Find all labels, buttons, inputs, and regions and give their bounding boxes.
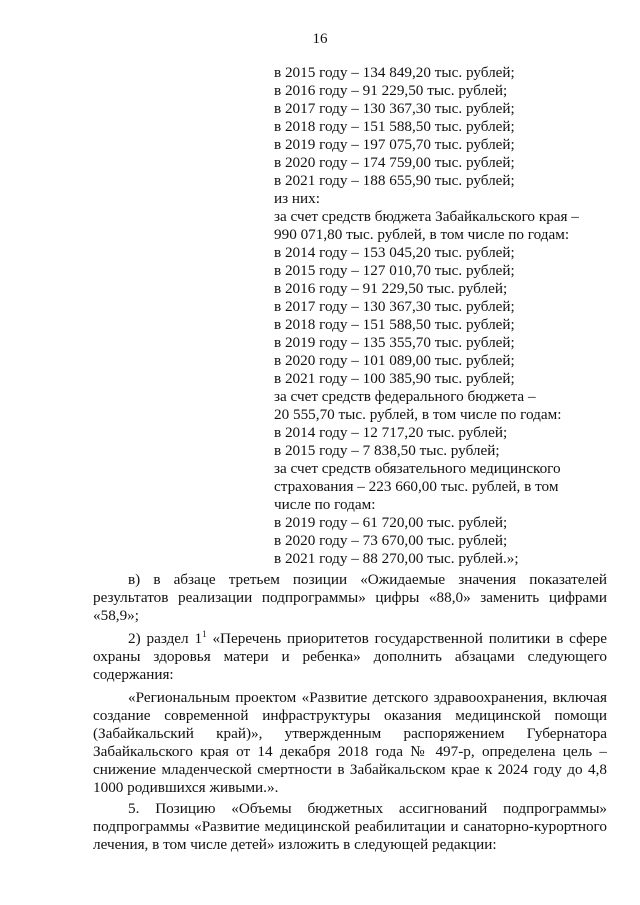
funding-line: из них:: [274, 190, 320, 207]
quote-line: 1000 родившихся живыми.».: [93, 779, 279, 796]
funding-line: в 2020 году – 101 089,00 тыс. рублей;: [274, 352, 515, 369]
paragraph-v-line: результатов реализации подпрограммы» цифры «88,0» заменить цифрами: [93, 589, 607, 606]
funding-line: в 2020 году – 174 759,00 тыс. рублей;: [274, 154, 515, 171]
paragraph-5-line: подпрограммы «Развитие медицинской реабилитации и санаторно-курортного: [93, 818, 607, 835]
funding-line: в 2019 году – 135 355,70 тыс. рублей;: [274, 334, 515, 351]
funding-line: в 2021 году – 188 655,90 тыс. рублей;: [274, 172, 515, 189]
paragraph-v-line: в) в абзаце третьем позиции «Ожидаемые значения показателей: [128, 571, 607, 588]
funding-line: в 2018 году – 151 588,50 тыс. рублей;: [274, 118, 515, 135]
funding-line: в 2015 году – 127 010,70 тыс. рублей;: [274, 262, 515, 279]
superscript: 1: [202, 630, 207, 639]
funding-line: числе по годам:: [274, 496, 376, 513]
funding-line: в 2017 году – 130 367,30 тыс. рублей;: [274, 100, 515, 117]
funding-line: в 2021 году – 100 385,90 тыс. рублей;: [274, 370, 515, 387]
funding-line: в 2014 году – 153 045,20 тыс. рублей;: [274, 244, 515, 261]
funding-line: в 2021 году – 88 270,00 тыс. рублей.»;: [274, 550, 519, 567]
funding-line: за счет средств обязательного медицинского: [274, 460, 561, 477]
paragraph-5-line: лечения, в том числе детей» изложить в следующей редакции:: [93, 836, 497, 853]
paragraph-2-line: охраны здоровья матери и ребенка» дополнить абзацами следующего: [93, 648, 607, 665]
funding-line: в 2017 году – 130 367,30 тыс. рублей;: [274, 298, 515, 315]
quote-line: создание современной инфраструктуры оказания медицинской помощи: [93, 707, 607, 724]
funding-line: за счет средств федерального бюджета –: [274, 388, 536, 405]
funding-line: за счет средств бюджета Забайкальского края –: [274, 208, 579, 225]
paragraph-2-line: 2) раздел $1^1$ «Перечень приоритетов государственной политики в сфере: [128, 630, 607, 647]
quote-line: «Региональным проектом «Развитие детского здравоохранения, включая: [128, 689, 607, 706]
paragraph-2-line: содержания:: [93, 666, 174, 683]
funding-line: в 2016 году – 91 229,50 тыс. рублей;: [274, 82, 508, 99]
quote-line: снижение младенческой смертности в Забайкальском крае к 2024 году до 4,8: [93, 761, 607, 778]
funding-line: в 2019 году – 197 075,70 тыс. рублей;: [274, 136, 515, 153]
funding-line: в 2015 году – 134 849,20 тыс. рублей;: [274, 64, 515, 81]
funding-line: в 2015 году – 7 838,50 тыс. рублей;: [274, 442, 500, 459]
quote-line: Забайкальского края от 14 декабря 2018 года № 497-р, определена цель –: [93, 743, 607, 760]
funding-line: в 2018 году – 151 588,50 тыс. рублей;: [274, 316, 515, 333]
funding-line: страхования – 223 660,00 тыс. рублей, в том: [274, 478, 559, 495]
paragraph-5-line: 5. Позицию «Объемы бюджетных ассигнований подпрограммы»: [128, 800, 607, 817]
paragraph-v-line: «58,9»;: [93, 607, 139, 624]
funding-line: в 2014 году – 12 717,20 тыс. рублей;: [274, 424, 508, 441]
funding-line: в 2020 году – 73 670,00 тыс. рублей;: [274, 532, 508, 549]
quote-line: (Забайкальский край)», утвержденным распоряжением Губернатора: [93, 725, 607, 742]
funding-line: в 2019 году – 61 720,00 тыс. рублей;: [274, 514, 508, 531]
funding-line: 990 071,80 тыс. рублей, в том числе по годам:: [274, 226, 570, 243]
page-number: 16: [312, 31, 328, 47]
funding-line: 20 555,70 тыс. рублей, в том числе по годам:: [274, 406, 562, 423]
funding-line: в 2016 году – 91 229,50 тыс. рублей;: [274, 280, 508, 297]
